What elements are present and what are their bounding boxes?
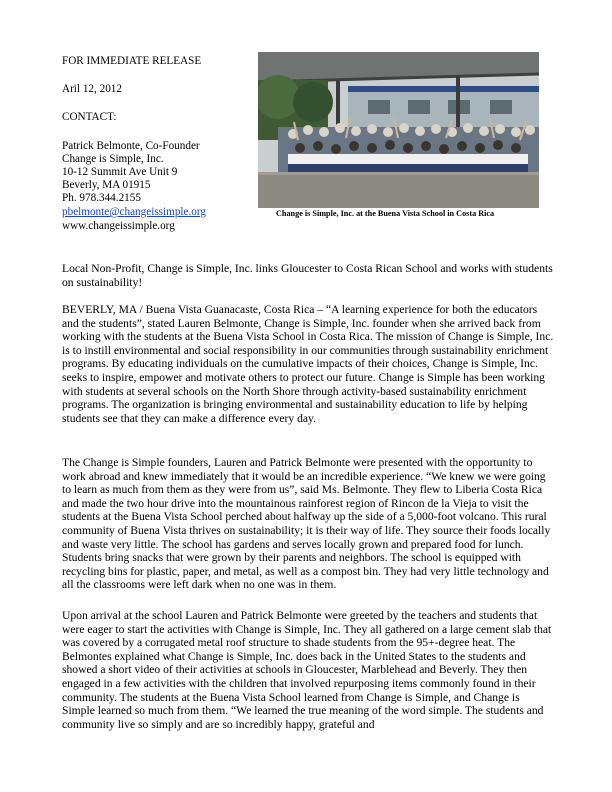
contact-phone: Ph. 978.344.2155 [62, 192, 141, 204]
press-headline: Local Non-Profit, Change is Simple, Inc. links Gloucester to Costa Rican School and works with students on sustainability! [62, 262, 553, 289]
body-paragraph-2: The Change is Simple founders, Lauren and Patrick Belmonte were presented with the opportunity to work abroad and knew immediately that it would be an incredible experience. “We knew we were going to learn as much from them as they were from us”, said Ms. Belmonte. They flew to Liberia Costa Rica and made the two hour drive into the mountainous rainforest region of Rincon de la Vieja to visit the students at the Buena Vista School perched about halfway up the side of a 5,000-foot volcano. This rural community of Buena Vista thrives on sustainability; it is their way of life. They source their foods locally and waste very little. The school has gardens and serves locally grown and prepared food for lunch. Students bring snacks that were grown by their parents and neighbors. The school is equipped with recycling bins for plastic, paper, and metal, as well as a compost bin. They had very little technology and all the classrooms were left dark when no one was in them. [62, 456, 551, 592]
contact-website: www.changeissimple.org [62, 220, 175, 232]
body-paragraph-1: BEVERLY, MA / Buena Vista Guanacaste, Costa Rica – “A learning experience for both the educators and the students”, stated Lauren Belmonte, Change is Simple, Inc. founder when she arrived back from working with the students at the Buena Vista School in Costa Rica. The mission of Change is Simple, Inc. is to instill environmental and social responsibility in our communities through sustainability enrichment programs. By educating individuals on the cumulative impacts of their choices, Change is Simple, Inc. seeks to inspire, empower and motivate others to protect our future. Change is Simple has been working with students at several schools on the North Shore through activity-based sustainability enrichment programs. The organization is bringing environmental and sustainability education to life by helping students see that they can make a difference every day. [62, 303, 554, 425]
contact-address-line2: Beverly, MA 01915 [62, 179, 151, 191]
contact-name: Patrick Belmonte, Co-Founder [62, 140, 200, 152]
photo-caption: Change is Simple, Inc. at the Buena Vista School in Costa Rica [276, 209, 495, 218]
release-label: FOR IMMEDIATE RELEASE [62, 55, 202, 67]
photo-illustration [258, 52, 539, 208]
contact-organization: Change is Simple, Inc. [62, 153, 164, 165]
school-group-photo [258, 52, 539, 208]
release-date: Aril 12, 2012 [62, 83, 122, 95]
contact-address-line1: 10-12 Summit Ave Unit 9 [62, 166, 178, 178]
contact-label: CONTACT: [62, 111, 117, 123]
contact-email-link[interactable]: pbelmonte@changeissimple.org [62, 206, 207, 218]
body-paragraph-3: Upon arrival at the school Lauren and Patrick Belmonte were greeted by the teachers and students that were eager to start the activities with Change is Simple, Inc. They all gathered on a large cement slab that was covered by a corrugated metal roof structure to shade students from the 95+-degree heat. The Belmontes explained what Change is Simple, Inc. does back in the United States to the students and showed a short video of their activities at schools in Gloucester, Marblehead and Beverly. They then engaged in a few activities with the children that involved repurposing items commonly found in their community. The students at the Buena Vista School learned from Change is Simple, and Change is Simple learned so much from them. “We learned the true meaning of the word simple. The students and community live so simply and are so incredibly happy, grateful and [62, 609, 552, 731]
